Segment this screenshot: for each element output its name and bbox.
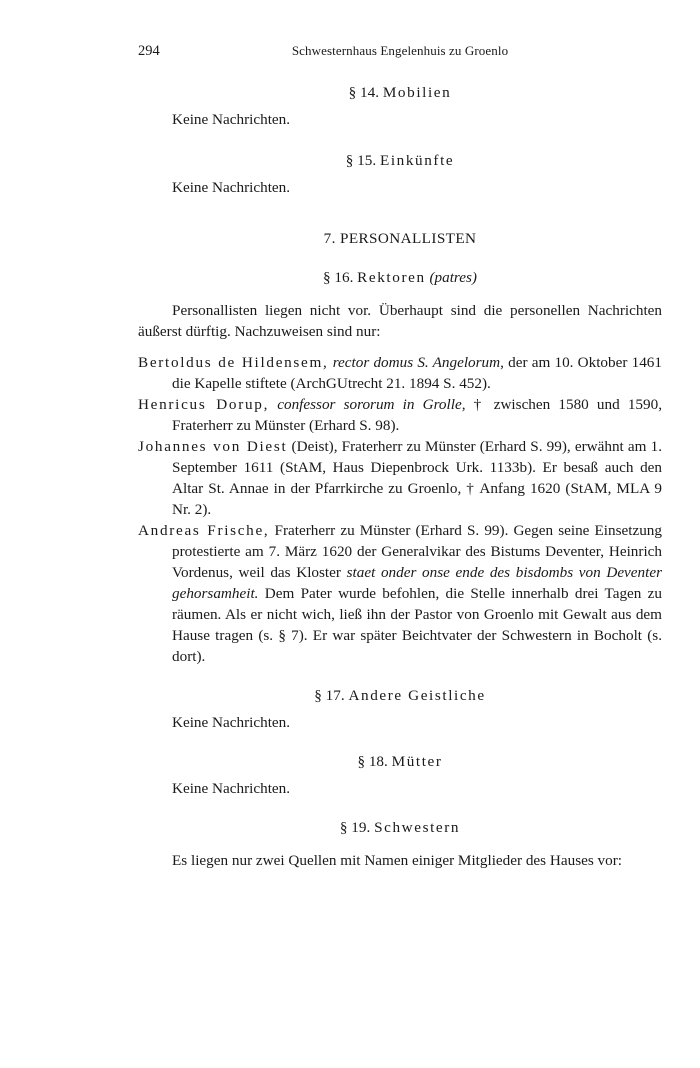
entry-quote: staet onder onse ende des bisdombs von Deventer gehorsamheit. [172,564,663,602]
entry-name: Henricus Dorup, [138,396,270,413]
entry-text-before: Fraterherr zu Münster (Erhard S. 99). Gegen seine Einsetzung protestierte am 7. März 1620 der Generalvikar des Bistums Deventer, Heinrich Vordenus, weil das Kloster [172,522,662,581]
section-title: Rektoren [357,269,426,286]
section-text-17: Keine Nachrichten. [172,714,291,731]
entry-title: rector domus S. Angelorum, [332,354,504,371]
section-title: Einkünfte [379,152,455,169]
entry-text: der am 10. Oktober 1461 die Kapelle stiftete (ArchGUtrecht 21. 1894 S. 452). [172,354,662,392]
section-number: § 17. [314,687,345,704]
section-text-15: Keine Nachrichten. [172,179,291,196]
section-heading-14 [138,82,662,103]
entry-bertoldus [138,352,662,394]
entry-text: † zwischen 1580 und 1590, Fraterherr zu Münster (Erhard S. 98). [172,396,662,434]
section-heading-17 [138,685,662,706]
section-text-14: Keine Nachrichten. [172,111,291,128]
entry-name: Johannes von Diest [138,438,288,455]
section-number: § 14. [348,84,380,101]
section-heading-18 [138,751,662,772]
entry-henricus [138,394,662,436]
entry-name: Andreas Frische, [138,522,270,539]
section-number: § 15. [345,152,377,169]
entry-title: confessor sororum in Grolle, [277,396,466,413]
section-heading-15 [138,150,662,171]
running-head: 294 Schwesternhaus Engelenhuis zu Groenlo [138,40,662,62]
section-intro-16: Personallisten liegen nicht vor. Überhaupt sind die personellen Nachrichten äußerst dürftig. Nachzuweisen sind nur: [138,302,662,340]
section-text-19: Es liegen nur zwei Quellen mit Namen einiger Mitglieder des Hauses vor: [172,852,623,869]
entry-johannes [138,436,662,520]
section-title: Mütter [391,753,443,770]
book-page [138,40,662,871]
section-number: § 18. [357,753,388,770]
section-number: § 16. [323,269,354,286]
section-subtitle: (patres) [429,269,477,286]
section-title: Andere Geistliche [348,687,486,704]
entry-name: Bertoldus de Hildensem, [138,354,329,371]
section-title: Mobilien [382,84,452,101]
entry-andreas [138,520,662,667]
section-number: § 19. [339,819,371,836]
running-title: Schwesternhaus Engelenhuis zu Groenlo [291,43,509,58]
section-text-18: Keine Nachrichten. [172,780,291,797]
section-heading-16 [138,267,662,288]
chapter-heading: 7. PERSONALLISTEN [323,230,477,247]
entry-text: (Deist), Fraterherr zu Münster (Erhard S. 99), erwähnt am 1. September 1611 (StAM, Haus Diepenbrock Urk. 1133b). Er besaß auch den Altar St. Annae in der Pfarrkirche zu Groenlo, † Anfang 1620 (StAM, MLA 9 Nr. 2). [172,438,662,518]
section-heading-19 [138,817,662,838]
section-title: Schwestern [374,819,461,836]
entry-text: Dem Pater wurde befohlen, die Stelle innerhalb drei Tagen zu räumen. Als er nicht wich, ließ ihn der Pastor von Groenlo mit Gewalt aus dem Hause tragen (s. § 7). Er war später Beichtvater der Schwestern in Bocholt (s. dort). [172,585,662,665]
